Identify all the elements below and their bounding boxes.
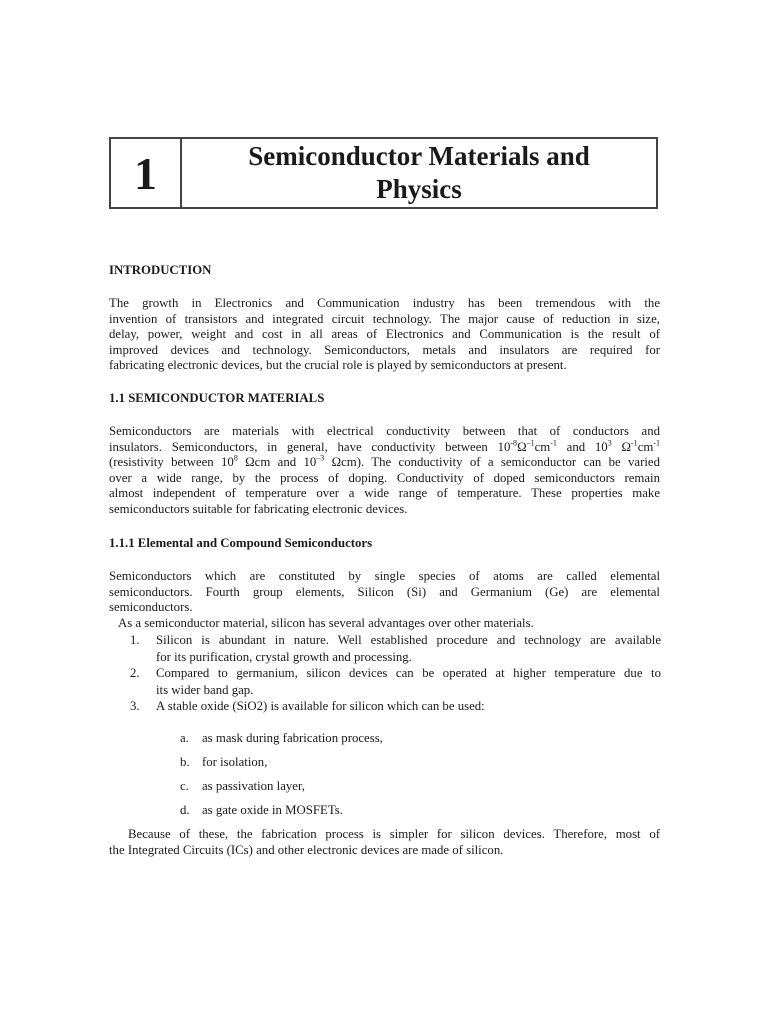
- advantages-lead: As a semiconductor material, silicon has several advantages over other materials.: [118, 616, 534, 630]
- paragraph-line: (resistivity between $10^8$ Ωcm and $10^{-3}$ Ωcm). The conductivity of a semiconductor can be varied: [109, 453, 660, 470]
- paragraph-line: Semiconductors are materials with electrical conductivity between that of conductors and: [109, 424, 660, 438]
- advantages-list: [130, 632, 661, 715]
- paragraph-line: fabricating electronic devices, but the crucial role is played by semiconductors at present.: [109, 358, 567, 373]
- section-1-1-1-heading: 1.1.1 Elemental and Compound Semiconductors: [109, 536, 373, 550]
- introduction-paragraph: [109, 296, 660, 374]
- list-item: 1. Silicon is abundant in nature. Well established procedure and technology are available for its purification, crystal growth and processing.: [130, 633, 661, 664]
- paragraph-line: over a wide range, by the process of doping. Conductivity of doped semiconductors remain: [109, 470, 660, 485]
- paragraph-line: invention of transistors and integrated circuit technology. The major cause of reduction in size,: [109, 311, 660, 326]
- section-1-1-paragraph: [109, 424, 660, 518]
- paragraph-line: almost independent of temperature over a wide range of temperature. These properties make: [109, 486, 660, 501]
- list-item: 3. A stable oxide (SiO2) is available for silicon which can be used:: [130, 699, 485, 714]
- section-1-1-heading: 1.1 SEMICONDUCTOR MATERIALS: [109, 391, 325, 405]
- paragraph-line: semiconductors. Fourth group elements, Silicon (Si) and Germanium (Ge) are elemental: [109, 584, 660, 599]
- document-page: 1 Semiconductor Materials and Physics INTRODUCTION The growth in Electronics and Communication industry has been tremendous with the invention of transistors and integrated circuit technology. The major cause of reduction in size, delay, power, weight and cost in all areas of Electronics and Communication is the result of improved devices and technology. Semiconductors, metals and insulators are required for fabricating electronic devices, but the crucial role is played by semiconductors at present. 1.1 SEMICONDUCTOR MATERIALS Semiconductors are materials with electrical conductivity between that of conductors and insulators. Semiconductors, in general, have conductivity between $10^{-8}\Omega^{-1}cm^{-1}$ and $10^3$ $\Omega^{-1}cm^{-1}$ (resistivity between $10^8$ Ωcm and $10^{-3}$ Ωcm). The conductivity of a semiconductor can be varied over a wide range, by the process of doping. Conductivity of doped semiconductors remain almost independent of temperature over a wide range of temperature. These properties make semiconductors suitable for fabricating electronic devices. 1.1.1 Elemental and Compound Semiconductors Semiconductors which are constituted by single species of atoms are called elemental semiconductors. Fourth group elements, Silicon (Si) and Germanium (Ge) are elemental semiconductors. As a semiconductor material, silicon has several advantages over other materials. 1. Silicon is abundant in nature. Well established procedure and technology are available for its purification, crystal growth and processing. 2. Compared to germanium, silicon devices can be operated at higher temperature due to its wider band gap. 3. A stable oxide (SiO2) is available for silicon which can be used: a. as mask during fabrication process, b. for isolation, c. as passivation layer, d. as gate oxide in MOSFETs. Because of these, the fabrication process is simpler for silicon devices. Therefore, most of the Integrated Circuits (ICs) and other electronic devices are made of silicon.: [0, 0, 770, 1024]
- closing-paragraph: [109, 827, 660, 858]
- paragraph-line: semiconductors.: [109, 600, 193, 615]
- chapter-title-line1: Semiconductor Materials and: [248, 141, 590, 171]
- chapter-number: 1: [111, 139, 182, 207]
- paragraph-line: improved devices and technology. Semiconductors, metals and insulators are required for: [109, 342, 660, 357]
- paragraph-line: Semiconductors which are constituted by single species of atoms are called elemental: [109, 569, 660, 583]
- list-item: 2. Compared to germanium, silicon devices can be operated at higher temperature due to its wider band gap.: [130, 666, 661, 697]
- chapter-header-box: [109, 137, 658, 209]
- paragraph-line: semiconductors suitable for fabricating electronic devices.: [109, 501, 408, 516]
- chapter-title: [182, 139, 656, 207]
- paragraph-line: The growth in Electronics and Communication industry has been tremendous with the: [109, 296, 660, 310]
- paragraph-line: Because of these, the fabrication process is simpler for silicon devices. Therefore, most of: [128, 827, 660, 841]
- paragraph-line: insulators. Semiconductors, in general, have conductivity between $10^{-8}\Omega^{-1}cm^{-1}$ and $10^3$ $\Omega^{-1}cm^{-1}$: [109, 438, 660, 454]
- section-1-1-1-paragraph: [109, 569, 660, 616]
- paragraph-line: delay, power, weight and cost in all areas of Electronics and Communication is the result of: [109, 327, 660, 342]
- paragraph-line: the Integrated Circuits (ICs) and other electronic devices are made of silicon.: [109, 842, 504, 857]
- introduction-heading: INTRODUCTION: [109, 263, 212, 277]
- chapter-title-line2: Physics: [376, 174, 462, 204]
